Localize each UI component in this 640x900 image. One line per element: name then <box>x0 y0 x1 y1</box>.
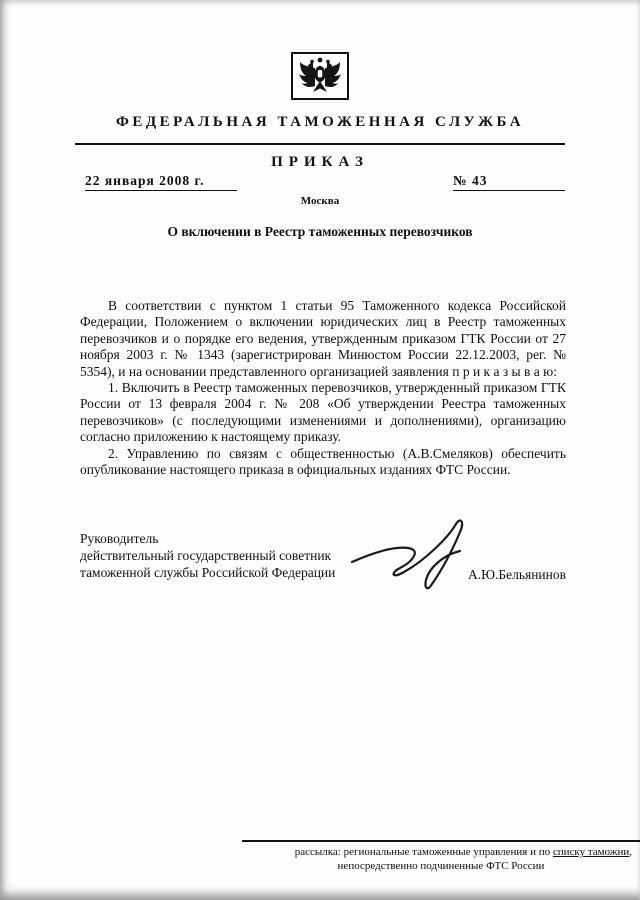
doc-type-heading: ПРИКАЗ <box>271 154 369 170</box>
paragraph-preamble: В соответствии с пунктом 1 статьи 95 Таможенного кодекса Российской Федерации, Положением о включении юридических лиц в Реестр таможенных перевозчиков и о порядке его ведения, утвержденным приказом ГТК России от 27 ноября 2003 г. № 1343 (зарегистрирован Минюстом России 22.12.2003, рег. № 5354), и на основании представленного организацией заявления п р и к а з ы в а ю: <box>80 298 566 379</box>
signer-position-line2: действительный государственный советник <box>80 548 332 564</box>
paragraph-item-2: 2. Управлению по связям с общественностью (А.В.Смеляков) обеспечить опубликование настоящего приказа в официальных изданиях ФТС России. <box>80 445 566 478</box>
date-number-row <box>85 173 565 191</box>
distribution-comma: , <box>629 846 632 858</box>
signer-position-line3: таможенной службы Российской Федерации <box>80 565 336 581</box>
header-divider <box>75 143 565 145</box>
order-number: № 43 <box>453 173 565 191</box>
signer-position-line1: Руководитель <box>80 531 159 547</box>
footer-divider <box>242 840 640 842</box>
order-title: О включении в Реестр таможенных перевозчиков <box>167 224 473 239</box>
order-date: 22 января 2008 г. <box>85 173 237 191</box>
agency-title: ФЕДЕРАЛЬНАЯ ТАМОЖЕННАЯ СЛУЖБА <box>115 114 525 130</box>
distribution-underlined-text: списку таможни <box>552 846 630 858</box>
distribution-line2: непосредственно подчиненные ФТС России <box>337 860 545 872</box>
double-headed-eagle-icon <box>298 57 342 95</box>
order-body <box>80 298 566 478</box>
distribution-line1 <box>0 846 640 858</box>
city-label: Москва <box>300 195 340 207</box>
signer-name: А.Ю.Бельянинов <box>467 567 566 583</box>
signature-scribble <box>348 518 488 596</box>
signature-block <box>80 530 566 620</box>
coat-of-arms-box <box>291 52 349 100</box>
paragraph-item-1: 1. Включить в Реестр таможенных перевозчиков, утвержденный приказом ГТК России от 13 февраля 2004 г. № 208 «Об утверждении Реестра таможенных перевозчиков» (с последующими изменениями и дополнениями), организацию согласно приложению к настоящему приказу. <box>80 380 566 445</box>
distribution-footer <box>0 840 640 872</box>
distribution-text: рассылка: региональные таможенные управления и по <box>294 846 553 858</box>
